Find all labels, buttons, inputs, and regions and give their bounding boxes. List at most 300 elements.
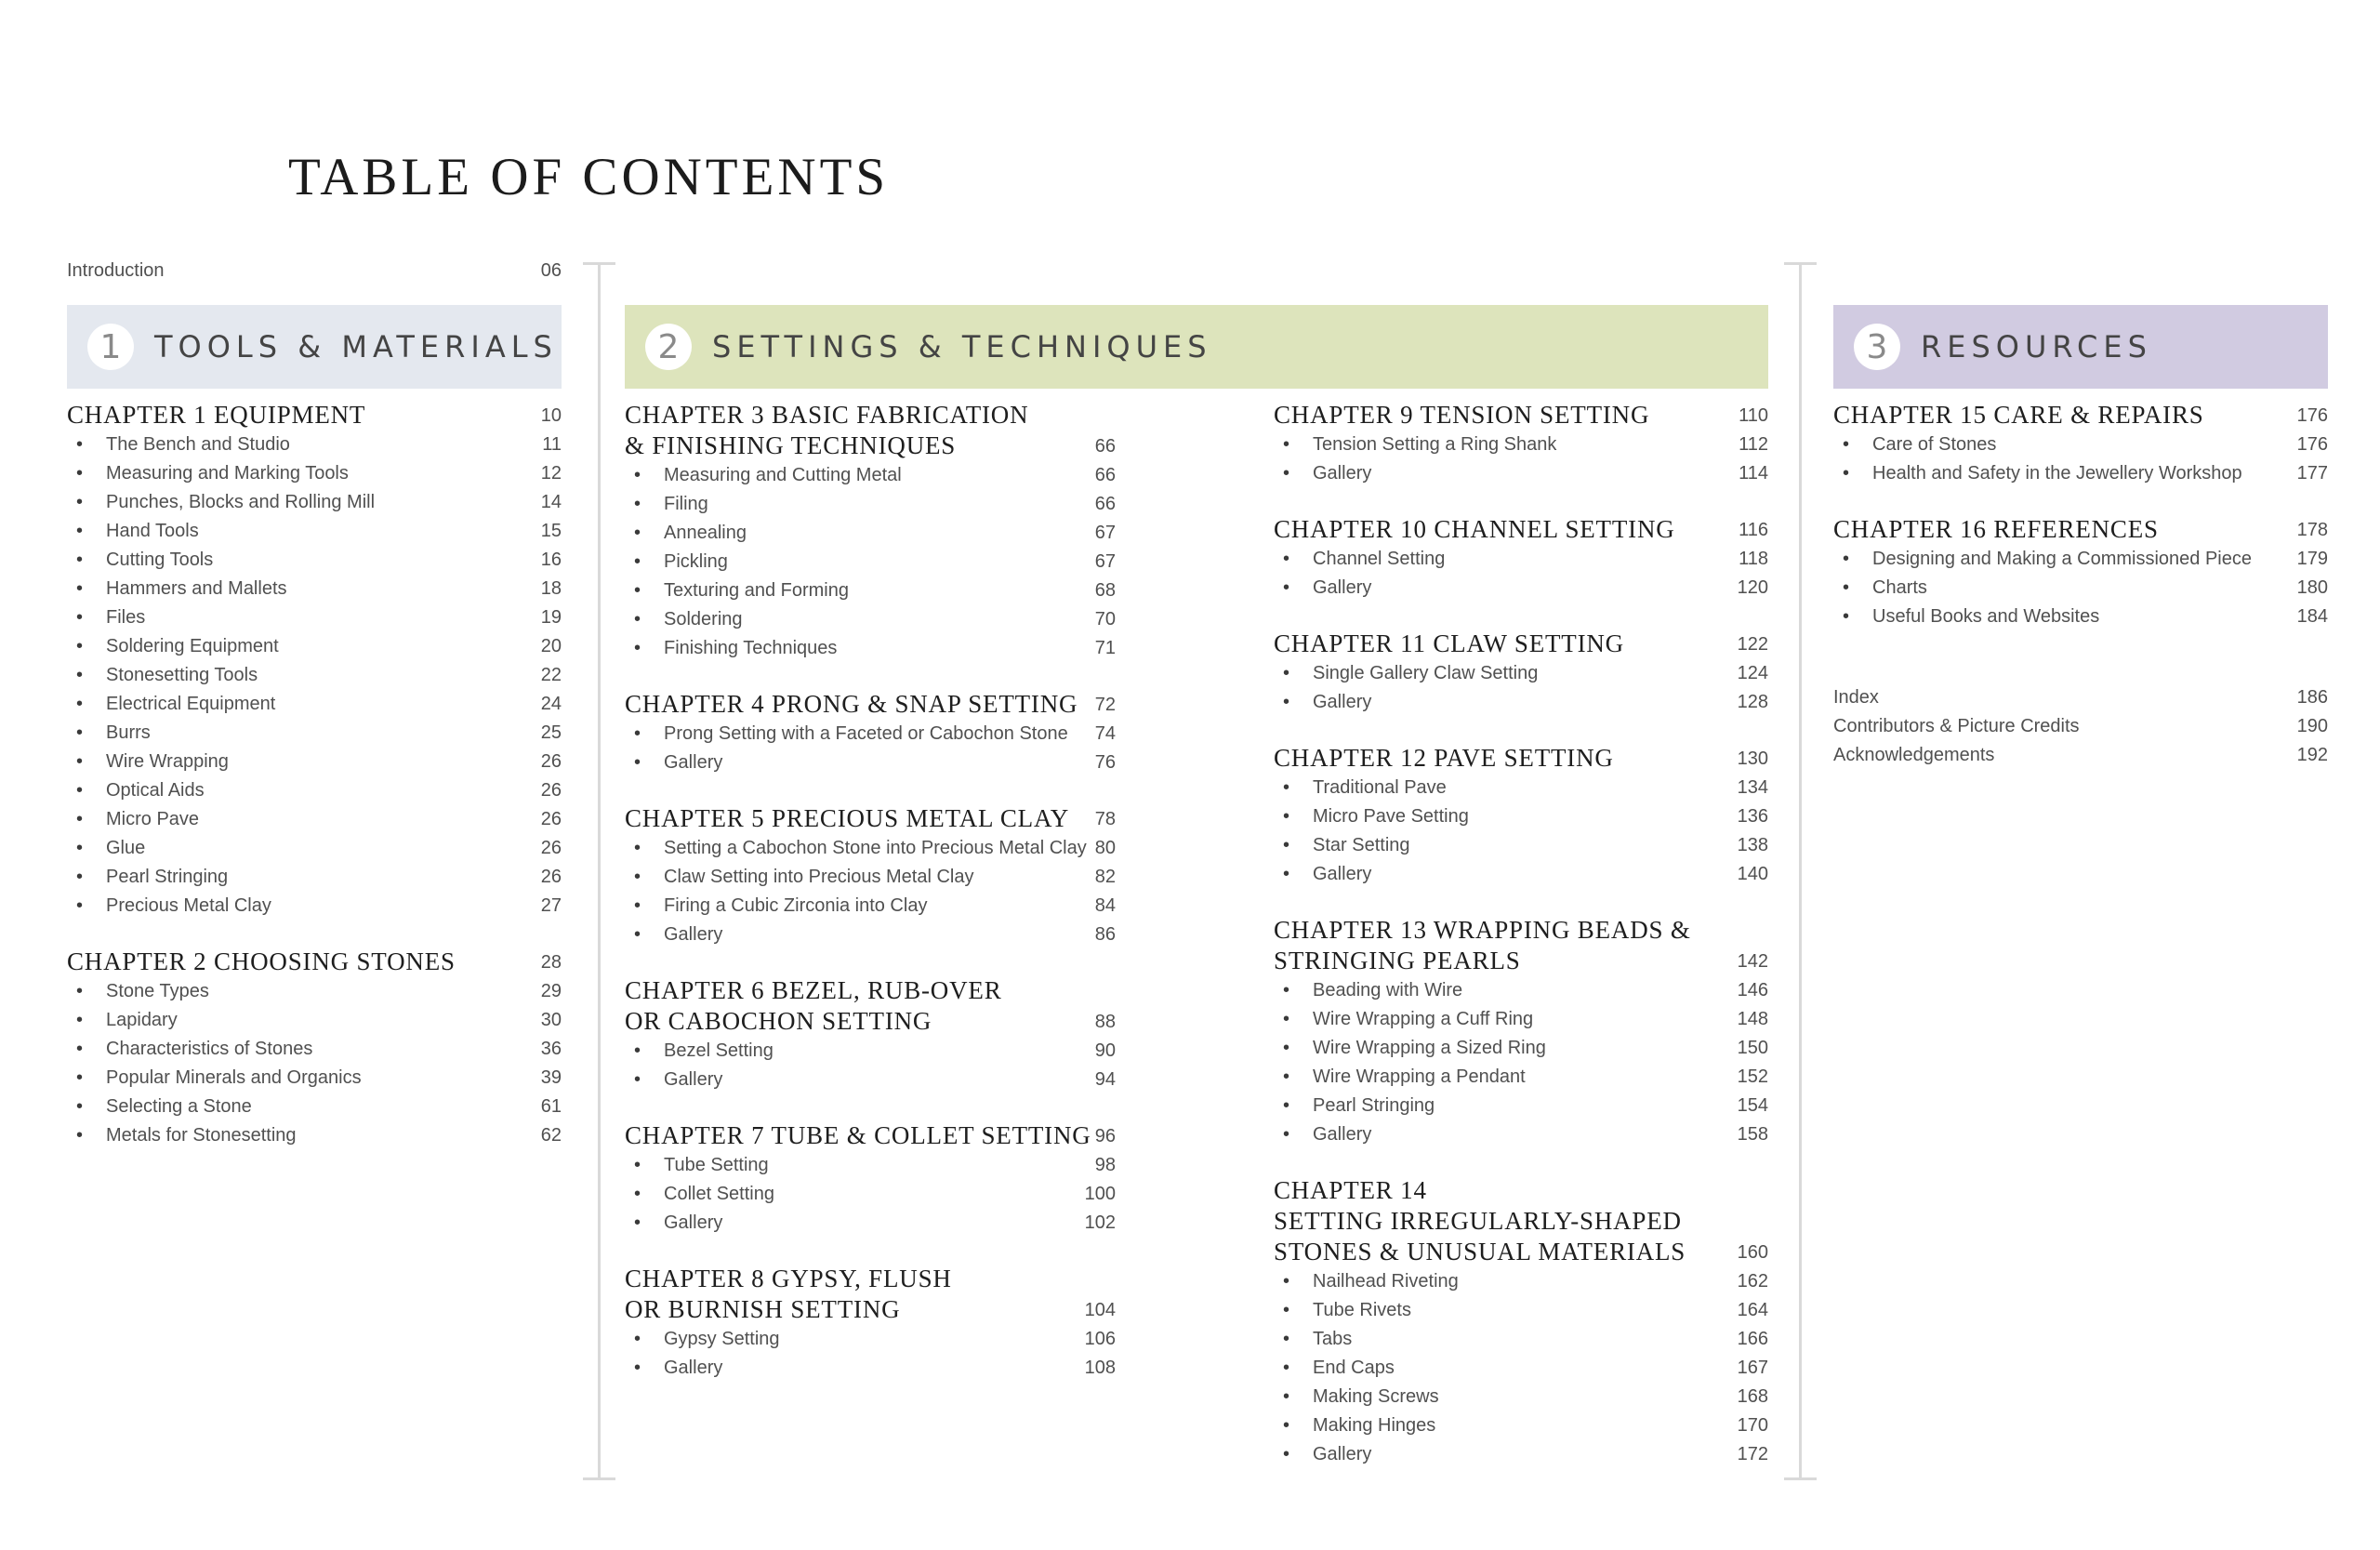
chapter-title-line: CHAPTER 8 GYPSY, FLUSH bbox=[625, 1265, 952, 1292]
chapter-page-number: 72 bbox=[1094, 695, 1116, 715]
bullet-icon: • bbox=[76, 895, 84, 916]
list-item[interactable] bbox=[625, 490, 1116, 519]
list-item-page: 94 bbox=[1094, 1069, 1116, 1090]
list-item[interactable] bbox=[625, 548, 1116, 576]
bullet-icon: • bbox=[1283, 692, 1290, 712]
list-item-page: 14 bbox=[540, 492, 562, 512]
list-item-page: 66 bbox=[1094, 494, 1116, 514]
list-item[interactable] bbox=[625, 1354, 1116, 1383]
bullet-icon: • bbox=[634, 752, 641, 773]
bullet-icon: • bbox=[1283, 1415, 1290, 1436]
chapter-block bbox=[625, 1120, 1116, 1238]
list-item[interactable] bbox=[67, 1035, 562, 1064]
list-item-page: 70 bbox=[1094, 609, 1116, 629]
bullet-icon: • bbox=[76, 463, 84, 484]
chapter-block bbox=[625, 689, 1116, 777]
list-item-label: Gallery bbox=[664, 1212, 723, 1233]
chapter-heading[interactable] bbox=[625, 400, 1116, 461]
chapter-heading[interactable] bbox=[625, 689, 1116, 720]
chapter-item-list bbox=[625, 834, 1116, 949]
chapter-list bbox=[1833, 400, 2328, 770]
back-matter-row[interactable] bbox=[1833, 712, 2328, 741]
chapter-title bbox=[625, 975, 1002, 1037]
list-item[interactable] bbox=[67, 661, 562, 690]
list-item-label: The Bench and Studio bbox=[106, 434, 290, 455]
list-item[interactable] bbox=[1274, 831, 1768, 860]
list-item-label: Star Setting bbox=[1313, 835, 1410, 855]
chapter-title-line: CHAPTER 3 BASIC FABRICATION bbox=[625, 401, 1029, 429]
list-item-label: Stone Types bbox=[106, 981, 209, 1001]
bullet-icon: • bbox=[634, 465, 641, 485]
list-item-label: Metals for Stonesetting bbox=[106, 1125, 297, 1146]
chapter-block bbox=[1274, 629, 1768, 717]
list-item-page: 18 bbox=[540, 578, 562, 599]
list-item-page: 68 bbox=[1094, 580, 1116, 601]
list-item-page: 180 bbox=[2296, 577, 2328, 598]
chapter-item-list bbox=[1274, 545, 1768, 603]
chapter-heading[interactable] bbox=[625, 975, 1116, 1037]
list-item-page: 26 bbox=[540, 867, 562, 887]
column-divider bbox=[1799, 262, 1802, 1480]
list-item-label: Pearl Stringing bbox=[106, 867, 229, 887]
chapter-title bbox=[67, 947, 456, 977]
list-item[interactable] bbox=[1274, 431, 1768, 459]
list-item[interactable] bbox=[625, 576, 1116, 605]
list-item[interactable] bbox=[67, 575, 562, 603]
bullet-icon: • bbox=[1283, 1386, 1290, 1407]
chapter-block bbox=[1274, 915, 1768, 1149]
chapter-page-number: 28 bbox=[540, 952, 562, 973]
list-item[interactable] bbox=[67, 977, 562, 1006]
chapter-title-line: CHAPTER 13 WRAPPING BEADS & bbox=[1274, 916, 1691, 944]
column-divider bbox=[598, 262, 601, 1480]
list-item[interactable] bbox=[1274, 1383, 1768, 1411]
bullet-icon: • bbox=[76, 1125, 84, 1146]
list-item-page: 16 bbox=[540, 550, 562, 570]
bullet-icon: • bbox=[634, 1040, 641, 1061]
chapter-page-number: 66 bbox=[1094, 436, 1116, 457]
bullet-icon: • bbox=[1283, 1095, 1290, 1116]
list-item-label: Files bbox=[106, 607, 146, 628]
chapter-title-line: CHAPTER 16 REFERENCES bbox=[1833, 515, 2159, 543]
list-item-page: 19 bbox=[540, 607, 562, 628]
list-item-label: Charts bbox=[1872, 577, 1927, 598]
list-item[interactable] bbox=[1274, 1354, 1768, 1383]
list-item-label: Gallery bbox=[1313, 1444, 1372, 1464]
section-label: RESOURCES bbox=[1921, 329, 2152, 364]
list-item[interactable] bbox=[1274, 1005, 1768, 1034]
chapter-title-line: STRINGING PEARLS bbox=[1274, 947, 1521, 974]
back-matter-page: 190 bbox=[2296, 716, 2328, 736]
chapter-heading[interactable] bbox=[625, 803, 1116, 834]
bullet-icon: • bbox=[1283, 549, 1290, 569]
list-item[interactable] bbox=[67, 805, 562, 834]
section-label: TOOLS & MATERIALS bbox=[154, 329, 558, 364]
bullet-icon: • bbox=[1283, 1329, 1290, 1349]
list-item[interactable] bbox=[1274, 688, 1768, 717]
chapter-title bbox=[1274, 1175, 1686, 1267]
list-item[interactable] bbox=[1274, 976, 1768, 1005]
list-item-label: Claw Setting into Precious Metal Clay bbox=[664, 867, 974, 887]
chapter-block bbox=[1833, 514, 2328, 631]
list-item[interactable] bbox=[625, 461, 1116, 490]
bullet-icon: • bbox=[634, 638, 641, 658]
chapter-item-list bbox=[1833, 431, 2328, 488]
list-item-label: Pearl Stringing bbox=[1313, 1095, 1435, 1116]
list-item[interactable] bbox=[1274, 802, 1768, 831]
list-item[interactable] bbox=[625, 1180, 1116, 1209]
list-item-page: 67 bbox=[1094, 551, 1116, 572]
list-item-label: Gypsy Setting bbox=[664, 1329, 780, 1349]
list-item-label: Tabs bbox=[1313, 1329, 1353, 1349]
list-item-page: 66 bbox=[1094, 465, 1116, 485]
section-number-badge: 3 bbox=[1854, 324, 1900, 370]
chapter-item-list bbox=[1274, 774, 1768, 889]
list-item-page: 86 bbox=[1094, 924, 1116, 945]
list-item[interactable] bbox=[67, 690, 562, 719]
chapter-page-number: 96 bbox=[1094, 1126, 1116, 1146]
list-item[interactable] bbox=[67, 776, 562, 805]
bullet-icon: • bbox=[1283, 1358, 1290, 1378]
section-banner-settings bbox=[625, 305, 1768, 389]
list-item[interactable] bbox=[1274, 574, 1768, 603]
list-item-page: 15 bbox=[540, 521, 562, 541]
bullet-icon: • bbox=[1283, 1038, 1290, 1058]
list-item[interactable] bbox=[1833, 574, 2328, 603]
list-item[interactable] bbox=[1274, 1092, 1768, 1120]
section-number-badge: 2 bbox=[645, 324, 692, 370]
list-item-label: Measuring and Cutting Metal bbox=[664, 465, 902, 485]
list-item[interactable] bbox=[625, 749, 1116, 777]
list-item[interactable] bbox=[1833, 603, 2328, 631]
list-item-page: 24 bbox=[540, 694, 562, 714]
chapter-block bbox=[625, 400, 1116, 663]
list-item[interactable] bbox=[67, 719, 562, 748]
list-item-page: 170 bbox=[1737, 1415, 1768, 1436]
list-item-label: Gallery bbox=[1313, 864, 1372, 884]
list-item-label: Measuring and Marking Tools bbox=[106, 463, 349, 484]
chapter-item-list bbox=[67, 431, 562, 921]
chapter-page-number: 122 bbox=[1737, 634, 1768, 655]
bullet-icon: • bbox=[634, 551, 641, 572]
list-item-label: Wire Wrapping bbox=[106, 751, 229, 772]
bullet-icon: • bbox=[1283, 1124, 1290, 1145]
chapter-heading[interactable] bbox=[1274, 1175, 1768, 1267]
list-item-label: Micro Pave bbox=[106, 809, 200, 829]
bullet-icon: • bbox=[76, 780, 84, 801]
list-item-label: Wire Wrapping a Sized Ring bbox=[1313, 1038, 1546, 1058]
list-item-label: Tube Rivets bbox=[1313, 1300, 1411, 1320]
bullet-icon: • bbox=[76, 665, 84, 685]
bullet-icon: • bbox=[76, 981, 84, 1001]
chapter-item-list bbox=[1274, 1267, 1768, 1469]
list-item[interactable] bbox=[625, 605, 1116, 634]
list-item[interactable] bbox=[1833, 545, 2328, 574]
list-item[interactable] bbox=[1274, 774, 1768, 802]
list-item-page: 158 bbox=[1737, 1124, 1768, 1145]
list-item-label: Prong Setting with a Faceted or Cabochon Stone bbox=[664, 723, 1068, 744]
chapter-title-line: CHAPTER 12 PAVE SETTING bbox=[1274, 744, 1614, 772]
spacer bbox=[1833, 657, 2328, 683]
list-item-page: 148 bbox=[1737, 1009, 1768, 1029]
chapter-block bbox=[1274, 514, 1768, 603]
intro-label: Introduction bbox=[67, 260, 165, 281]
list-item[interactable] bbox=[625, 863, 1116, 892]
list-item[interactable] bbox=[625, 519, 1116, 548]
chapter-block bbox=[67, 947, 562, 1150]
list-item-page: 106 bbox=[1084, 1329, 1116, 1349]
bullet-icon: • bbox=[76, 1067, 84, 1088]
list-item[interactable] bbox=[67, 1121, 562, 1150]
list-item[interactable] bbox=[67, 459, 562, 488]
list-item[interactable] bbox=[67, 546, 562, 575]
bullet-icon: • bbox=[634, 609, 641, 629]
bullet-icon: • bbox=[634, 1155, 641, 1175]
chapter-heading[interactable] bbox=[1274, 629, 1768, 659]
bullet-icon: • bbox=[1283, 980, 1290, 1000]
chapter-heading[interactable] bbox=[625, 1264, 1116, 1325]
bullet-icon: • bbox=[634, 924, 641, 945]
list-item-page: 76 bbox=[1094, 752, 1116, 773]
chapter-page-number: 110 bbox=[1739, 405, 1768, 426]
list-item[interactable] bbox=[1274, 1063, 1768, 1092]
list-item-page: 108 bbox=[1084, 1358, 1116, 1378]
bullet-icon: • bbox=[76, 694, 84, 714]
chapter-block bbox=[625, 975, 1116, 1094]
chapter-heading[interactable] bbox=[1833, 400, 2328, 431]
list-item-page: 26 bbox=[540, 751, 562, 772]
list-item-page: 62 bbox=[540, 1125, 562, 1146]
list-item-label: Precious Metal Clay bbox=[106, 895, 271, 916]
bullet-icon: • bbox=[634, 867, 641, 887]
chapter-item-list bbox=[1274, 659, 1768, 717]
list-item-label: Beading with Wire bbox=[1313, 980, 1463, 1000]
list-item-label: Collet Setting bbox=[664, 1184, 774, 1204]
bullet-icon: • bbox=[634, 494, 641, 514]
list-item-page: 26 bbox=[540, 809, 562, 829]
list-item-label: End Caps bbox=[1313, 1358, 1395, 1378]
list-item[interactable] bbox=[1274, 1296, 1768, 1325]
list-item[interactable] bbox=[67, 1064, 562, 1093]
list-item-label: Firing a Cubic Zirconia into Clay bbox=[664, 895, 928, 916]
chapter-title-line: OR BURNISH SETTING bbox=[625, 1295, 901, 1323]
list-item[interactable] bbox=[1274, 459, 1768, 488]
list-item[interactable] bbox=[1274, 659, 1768, 688]
list-item-page: 118 bbox=[1739, 549, 1768, 569]
list-item-page: 134 bbox=[1737, 777, 1768, 798]
chapter-block bbox=[1833, 400, 2328, 488]
list-item-label: Wire Wrapping a Pendant bbox=[1313, 1066, 1526, 1087]
list-item[interactable] bbox=[1274, 1034, 1768, 1063]
chapter-title bbox=[625, 1120, 1091, 1151]
chapter-title-line: CHAPTER 5 PRECIOUS METAL CLAY bbox=[625, 804, 1070, 832]
chapter-heading[interactable] bbox=[1274, 915, 1768, 976]
list-item[interactable] bbox=[1274, 860, 1768, 889]
list-item-label: Tension Setting a Ring Shank bbox=[1313, 434, 1557, 455]
list-item-page: 146 bbox=[1737, 980, 1768, 1000]
chapter-heading[interactable] bbox=[67, 947, 562, 977]
chapter-heading[interactable] bbox=[625, 1120, 1116, 1151]
list-item-label: Electrical Equipment bbox=[106, 694, 276, 714]
intro-row[interactable] bbox=[67, 257, 562, 285]
chapter-title-line: SETTING IRREGULARLY-SHAPED bbox=[1274, 1207, 1682, 1235]
bullet-icon: • bbox=[1283, 777, 1290, 798]
list-item[interactable] bbox=[625, 1325, 1116, 1354]
list-item[interactable] bbox=[625, 892, 1116, 921]
list-item-label: Tube Setting bbox=[664, 1155, 769, 1175]
bullet-icon: • bbox=[1283, 434, 1290, 455]
bullet-icon: • bbox=[634, 580, 641, 601]
bullet-icon: • bbox=[76, 751, 84, 772]
bullet-icon: • bbox=[1283, 577, 1290, 598]
chapter-title bbox=[625, 1264, 952, 1325]
bullet-icon: • bbox=[1843, 549, 1850, 569]
back-matter-row[interactable] bbox=[1833, 741, 2328, 770]
list-item-page: 25 bbox=[540, 722, 562, 743]
list-item-label: Setting a Cabochon Stone into Precious Metal Clay bbox=[664, 838, 1087, 858]
list-item-label: Bezel Setting bbox=[664, 1040, 774, 1061]
bullet-icon: • bbox=[1283, 864, 1290, 884]
chapter-heading[interactable] bbox=[1274, 514, 1768, 545]
list-item-page: 120 bbox=[1737, 577, 1768, 598]
chapter-item-list bbox=[625, 720, 1116, 777]
chapter-title-line: CHAPTER 4 PRONG & SNAP SETTING bbox=[625, 690, 1078, 718]
chapter-title bbox=[67, 400, 365, 431]
list-item[interactable] bbox=[67, 603, 562, 632]
chapter-page-number: 178 bbox=[2296, 520, 2328, 540]
list-item-label: Useful Books and Websites bbox=[1872, 606, 2100, 627]
back-matter-row[interactable] bbox=[1833, 683, 2328, 712]
bullet-icon: • bbox=[1283, 663, 1290, 683]
bullet-icon: • bbox=[1283, 1444, 1290, 1464]
list-item-page: 112 bbox=[1739, 434, 1768, 455]
list-item-page: 136 bbox=[1737, 806, 1768, 827]
list-item-page: 140 bbox=[1737, 864, 1768, 884]
list-item[interactable] bbox=[1274, 1411, 1768, 1440]
chapter-heading[interactable] bbox=[1274, 743, 1768, 774]
list-item[interactable] bbox=[625, 634, 1116, 663]
list-item[interactable] bbox=[67, 834, 562, 863]
list-item-page: 82 bbox=[1094, 867, 1116, 887]
list-item[interactable] bbox=[625, 1151, 1116, 1180]
chapter-page-number: 104 bbox=[1084, 1300, 1116, 1320]
list-item-page: 176 bbox=[2296, 434, 2328, 455]
bullet-icon: • bbox=[1843, 434, 1850, 455]
list-item[interactable] bbox=[1833, 431, 2328, 459]
list-item[interactable] bbox=[625, 1037, 1116, 1066]
chapter-title bbox=[1833, 514, 2159, 545]
chapter-heading[interactable] bbox=[67, 400, 562, 431]
chapter-title-line: CHAPTER 14 bbox=[1274, 1176, 1427, 1204]
list-item-page: 22 bbox=[540, 665, 562, 685]
chapter-title bbox=[625, 803, 1069, 834]
list-item[interactable] bbox=[67, 431, 562, 459]
list-item-page: 177 bbox=[2296, 463, 2328, 484]
list-item[interactable] bbox=[67, 748, 562, 776]
bullet-icon: • bbox=[1283, 463, 1290, 484]
list-item-page: 102 bbox=[1084, 1212, 1116, 1233]
chapter-title bbox=[1274, 915, 1691, 976]
list-item[interactable] bbox=[67, 517, 562, 546]
chapter-title bbox=[1274, 743, 1614, 774]
list-item[interactable] bbox=[67, 488, 562, 517]
list-item-label: Popular Minerals and Organics bbox=[106, 1067, 362, 1088]
list-item[interactable] bbox=[625, 1066, 1116, 1094]
list-item-label: Single Gallery Claw Setting bbox=[1313, 663, 1539, 683]
list-item[interactable] bbox=[67, 632, 562, 661]
list-item[interactable] bbox=[67, 892, 562, 921]
bullet-icon: • bbox=[1843, 577, 1850, 598]
list-item[interactable] bbox=[1274, 1267, 1768, 1296]
list-item[interactable] bbox=[625, 834, 1116, 863]
list-item[interactable] bbox=[1833, 459, 2328, 488]
section-number-badge: 1 bbox=[87, 324, 134, 370]
bullet-icon: • bbox=[634, 895, 641, 916]
bullet-icon: • bbox=[1283, 835, 1290, 855]
chapter-list bbox=[67, 400, 562, 1176]
chapter-title bbox=[1833, 400, 2204, 431]
list-item-label: Glue bbox=[106, 838, 146, 858]
list-item[interactable] bbox=[1274, 545, 1768, 574]
section-banner-resources bbox=[1833, 305, 2328, 389]
list-item-page: 61 bbox=[540, 1096, 562, 1117]
chapter-block bbox=[67, 400, 562, 921]
chapter-heading[interactable] bbox=[1833, 514, 2328, 545]
bullet-icon: • bbox=[1283, 806, 1290, 827]
back-matter-label: Index bbox=[1833, 687, 1879, 708]
list-item-label: Micro Pave Setting bbox=[1313, 806, 1469, 827]
list-item-label: Gallery bbox=[664, 1069, 723, 1090]
list-item-page: 100 bbox=[1084, 1184, 1116, 1204]
list-item-label: Health and Safety in the Jewellery Workshop bbox=[1872, 463, 2242, 484]
list-item-page: 179 bbox=[2296, 549, 2328, 569]
list-item-page: 12 bbox=[540, 463, 562, 484]
chapter-block bbox=[1274, 400, 1768, 488]
bullet-icon: • bbox=[76, 838, 84, 858]
chapter-block bbox=[625, 1264, 1116, 1383]
list-item-label: Traditional Pave bbox=[1313, 777, 1447, 798]
list-item[interactable] bbox=[1274, 1325, 1768, 1354]
chapter-item-list bbox=[625, 461, 1116, 663]
list-item-label: Nailhead Riveting bbox=[1313, 1271, 1459, 1292]
list-item-label: Gallery bbox=[1313, 692, 1372, 712]
list-item[interactable] bbox=[1274, 1440, 1768, 1469]
list-item[interactable] bbox=[67, 863, 562, 892]
section-label: SETTINGS & TECHNIQUES bbox=[712, 329, 1212, 364]
list-item[interactable] bbox=[67, 1006, 562, 1035]
chapter-heading[interactable] bbox=[1274, 400, 1768, 431]
bullet-icon: • bbox=[1283, 1300, 1290, 1320]
intro-page: 06 bbox=[540, 260, 562, 281]
list-item-page: 98 bbox=[1094, 1155, 1116, 1175]
bullet-icon: • bbox=[76, 722, 84, 743]
list-item[interactable] bbox=[625, 720, 1116, 749]
chapter-title-line: CHAPTER 6 BEZEL, RUB-OVER bbox=[625, 976, 1002, 1004]
list-item[interactable] bbox=[625, 921, 1116, 949]
list-item-page: 11 bbox=[542, 434, 562, 455]
chapter-page-number: 10 bbox=[540, 405, 562, 426]
chapter-block bbox=[625, 803, 1116, 949]
chapter-title bbox=[1274, 400, 1649, 431]
list-item-label: Making Hinges bbox=[1313, 1415, 1436, 1436]
bullet-icon: • bbox=[634, 723, 641, 744]
list-item-label: Texturing and Forming bbox=[664, 580, 849, 601]
list-item[interactable] bbox=[625, 1209, 1116, 1238]
list-item[interactable] bbox=[1274, 1120, 1768, 1149]
bullet-icon: • bbox=[76, 636, 84, 656]
list-item[interactable] bbox=[67, 1093, 562, 1121]
list-item-page: 30 bbox=[540, 1010, 562, 1030]
